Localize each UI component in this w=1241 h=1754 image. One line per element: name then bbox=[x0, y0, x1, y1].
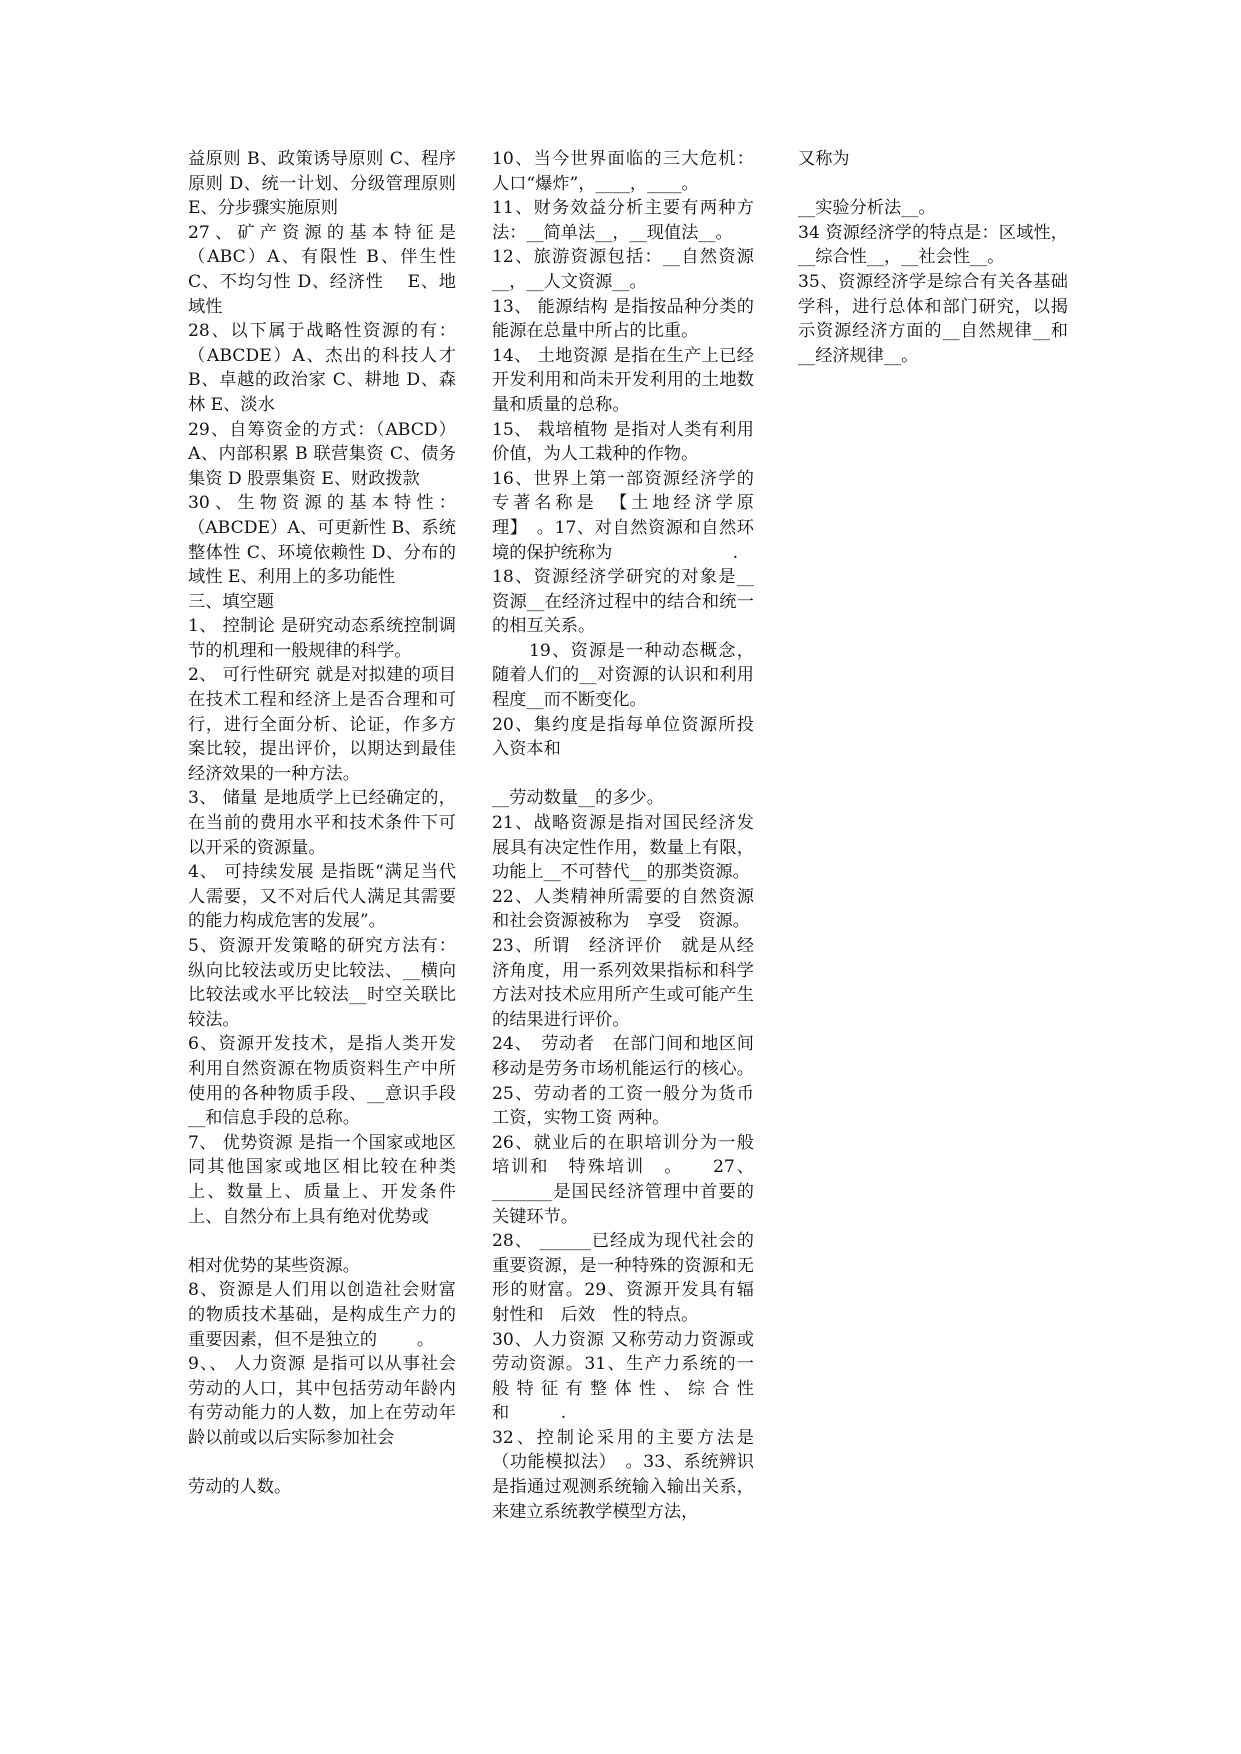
paragraph: 4、 可持续发展 是指既“满足当代人需要，又不对后代人满足其需要的能力构成危害的发展”。 bbox=[188, 862, 456, 932]
paragraph: 1、 控制论 是研究动态系统控制调节的机理和一般规律的科学。 bbox=[188, 616, 456, 661]
paragraph: 32、控制论采用的主要方法是（功能模拟法） 。33、系统辨识是指通过观测系统输入输出关系，来建立系统教学模型方法， bbox=[492, 1427, 754, 1522]
paragraph: 5、资源开发策略的研究方法有：纵向比较法或历史比较法、__横向比较法或水平比较法__时空关联比较法。 bbox=[188, 936, 456, 1030]
paragraph: 16、世界上第一部资源经济学的专著名称是 【土地经济学原理】 。17、对自然资源和自然环境的保护统称为 . bbox=[492, 468, 754, 563]
paragraph: 又称为 bbox=[798, 149, 850, 169]
paragraph: 29、自筹资金的方式：（ABCD）A、内部积累 B 联营集资 C、债务集资 D 股票集资 E、财政拨款 bbox=[188, 419, 456, 489]
paragraph: 3、 储量 是地质学上已经确定的，在当前的费用水平和技术条件下可以开采的资源量。 bbox=[188, 788, 456, 858]
paragraph: 28、以下属于战略性资源的有：（ABCDE）A、杰出的科技人才 B、卓越的政治家 C、耕地 D、森林 E、淡水 bbox=[188, 321, 456, 415]
paragraph: 14、 土地资源 是指在生产上已经开发利用和尚未开发利用的土地数量和质量的总称。 bbox=[492, 345, 754, 415]
paragraph-gap bbox=[188, 1229, 456, 1254]
paragraph: 28、 ______已经成为现代社会的重要资源，是一种特殊的资源和无形的财富。29、资源开发具有辐射性和 后效 性的特点。 bbox=[492, 1231, 754, 1325]
text-column-3 bbox=[798, 147, 1068, 368]
paragraph: 9、、 人力资源 是指可以从事社会劳动的人口，其中包括劳动年龄内有劳动能力的人数，加上在劳动年龄以前或以后实际参加社会 bbox=[188, 1354, 456, 1448]
paragraph: 相对优势的某些资源。 bbox=[188, 1255, 360, 1276]
paragraph: 23、所谓 经济评价 就是从经济角度，用一系列效果指标和科学方法对技术应用所产生或可能产生的结果进行评价。 bbox=[492, 936, 754, 1030]
paragraph: 12、旅游资源包括：__自然资源__，__人文资源__。 bbox=[492, 247, 754, 292]
paragraph: 30、人力资源 又称劳动力资源或劳动资源。31、生产力系统的一般特征有整体性、综合性和 . bbox=[492, 1329, 754, 1424]
paragraph: 30、生物资源的基本特性：（ABCDE）A、可更新性 B、系统整体性 C、环境依赖性 D、分布的域性 E、利用上的多功能性 bbox=[188, 493, 456, 588]
paragraph: 34 资源经济学的特点是：区域性，__综合性__，__社会性__。 bbox=[798, 222, 1068, 268]
paragraph: 益原则 B、政策诱导原则 C、程序原则 D、统一计划、分级管理原则 E、分步骤实施原则 bbox=[188, 149, 456, 219]
paragraph: 19、资源是一种动态概念，随着人们的__对资源的认识和利用程度__而不断变化。 bbox=[492, 640, 754, 711]
paragraph: 21、战略资源是指对国民经济发展具有决定性作用，数量上有限，功能上__不可替代__的那类资源。 bbox=[492, 813, 754, 883]
paragraph: 13、 能源结构 是指按品种分类的能源在总量中所占的比重。 bbox=[492, 296, 754, 342]
paragraph: 26、就业后的在职培训分为一般培训和 特殊培训 。 27、_______是国民经济管理中首要的关键环节。 bbox=[492, 1132, 754, 1227]
paragraph: __劳动数量__的多少。 bbox=[492, 788, 664, 809]
paragraph: 35、资源经济学是综合有关各基础学科，进行总体和部门研究，以揭示资源经济方面的__自然规律__和__经济规律__。 bbox=[798, 271, 1068, 366]
paragraph: 27、矿产资源的基本特征是（ABC）A、有限性 B、伴生性 C、不均匀性 D、经济性 E、地域性 bbox=[188, 222, 456, 317]
paragraph: 6、资源开发技术，是指人类开发利用自然资源在物质资料生产中所使用的各种物质手段、__意识手段__和信息手段的总称。 bbox=[188, 1034, 456, 1129]
paragraph: 18、资源经济学研究的对象是__资源__在经济过程中的结合和统一的相互关系。 bbox=[492, 567, 754, 637]
paragraph: 7、 优势资源 是指一个国家或地区同其他国家或地区相比较在种类上、数量上、质量上、开发条件上、自然分布上具有绝对优势或 bbox=[188, 1132, 456, 1227]
paragraph: 15、 栽培植物 是指对人类有利用价值，为人工栽种的作物。 bbox=[492, 419, 754, 465]
paragraph: 24、 劳动者 在部门间和地区间移动是劳务市场机能运行的核心。25、劳动者的工资一般分为货币工资，实物工资 两种。 bbox=[492, 1034, 754, 1129]
paragraph: 劳动的人数。 bbox=[188, 1477, 292, 1498]
paragraph: 三、填空题 bbox=[188, 591, 274, 612]
paragraph: 20、集约度是指每单位资源所投入资本和 bbox=[492, 714, 754, 760]
text-column-1 bbox=[188, 147, 456, 1500]
paragraph: 8、资源是人们用以创造社会财富的物质技术基础，是构成生产力的重要因素，但不是独立的 。 bbox=[188, 1280, 456, 1350]
paragraph-gap bbox=[492, 762, 754, 787]
paragraph: 2、 可行性研究 就是对拟建的项目在技术工程和经济上是否合理和可行，进行全面分析、论证，作多方案比较，提出评价，以期达到最佳经济效果的一种方法。 bbox=[188, 665, 456, 784]
paragraph: 22、人类精神所需要的自然资源和社会资源被称为 享受 资源。 bbox=[492, 886, 754, 932]
paragraph: __实验分析法__。 bbox=[798, 198, 936, 219]
paragraph-gap bbox=[798, 172, 1068, 197]
paragraph: 10、当今世界面临的三大危机：人口“爆炸”，____，____。 bbox=[492, 149, 754, 194]
paragraph-gap bbox=[188, 1450, 456, 1475]
text-column-2 bbox=[492, 147, 754, 1524]
paragraph: 11、财务效益分析主要有两种方法：__简单法__，__现值法__。 bbox=[492, 198, 754, 243]
